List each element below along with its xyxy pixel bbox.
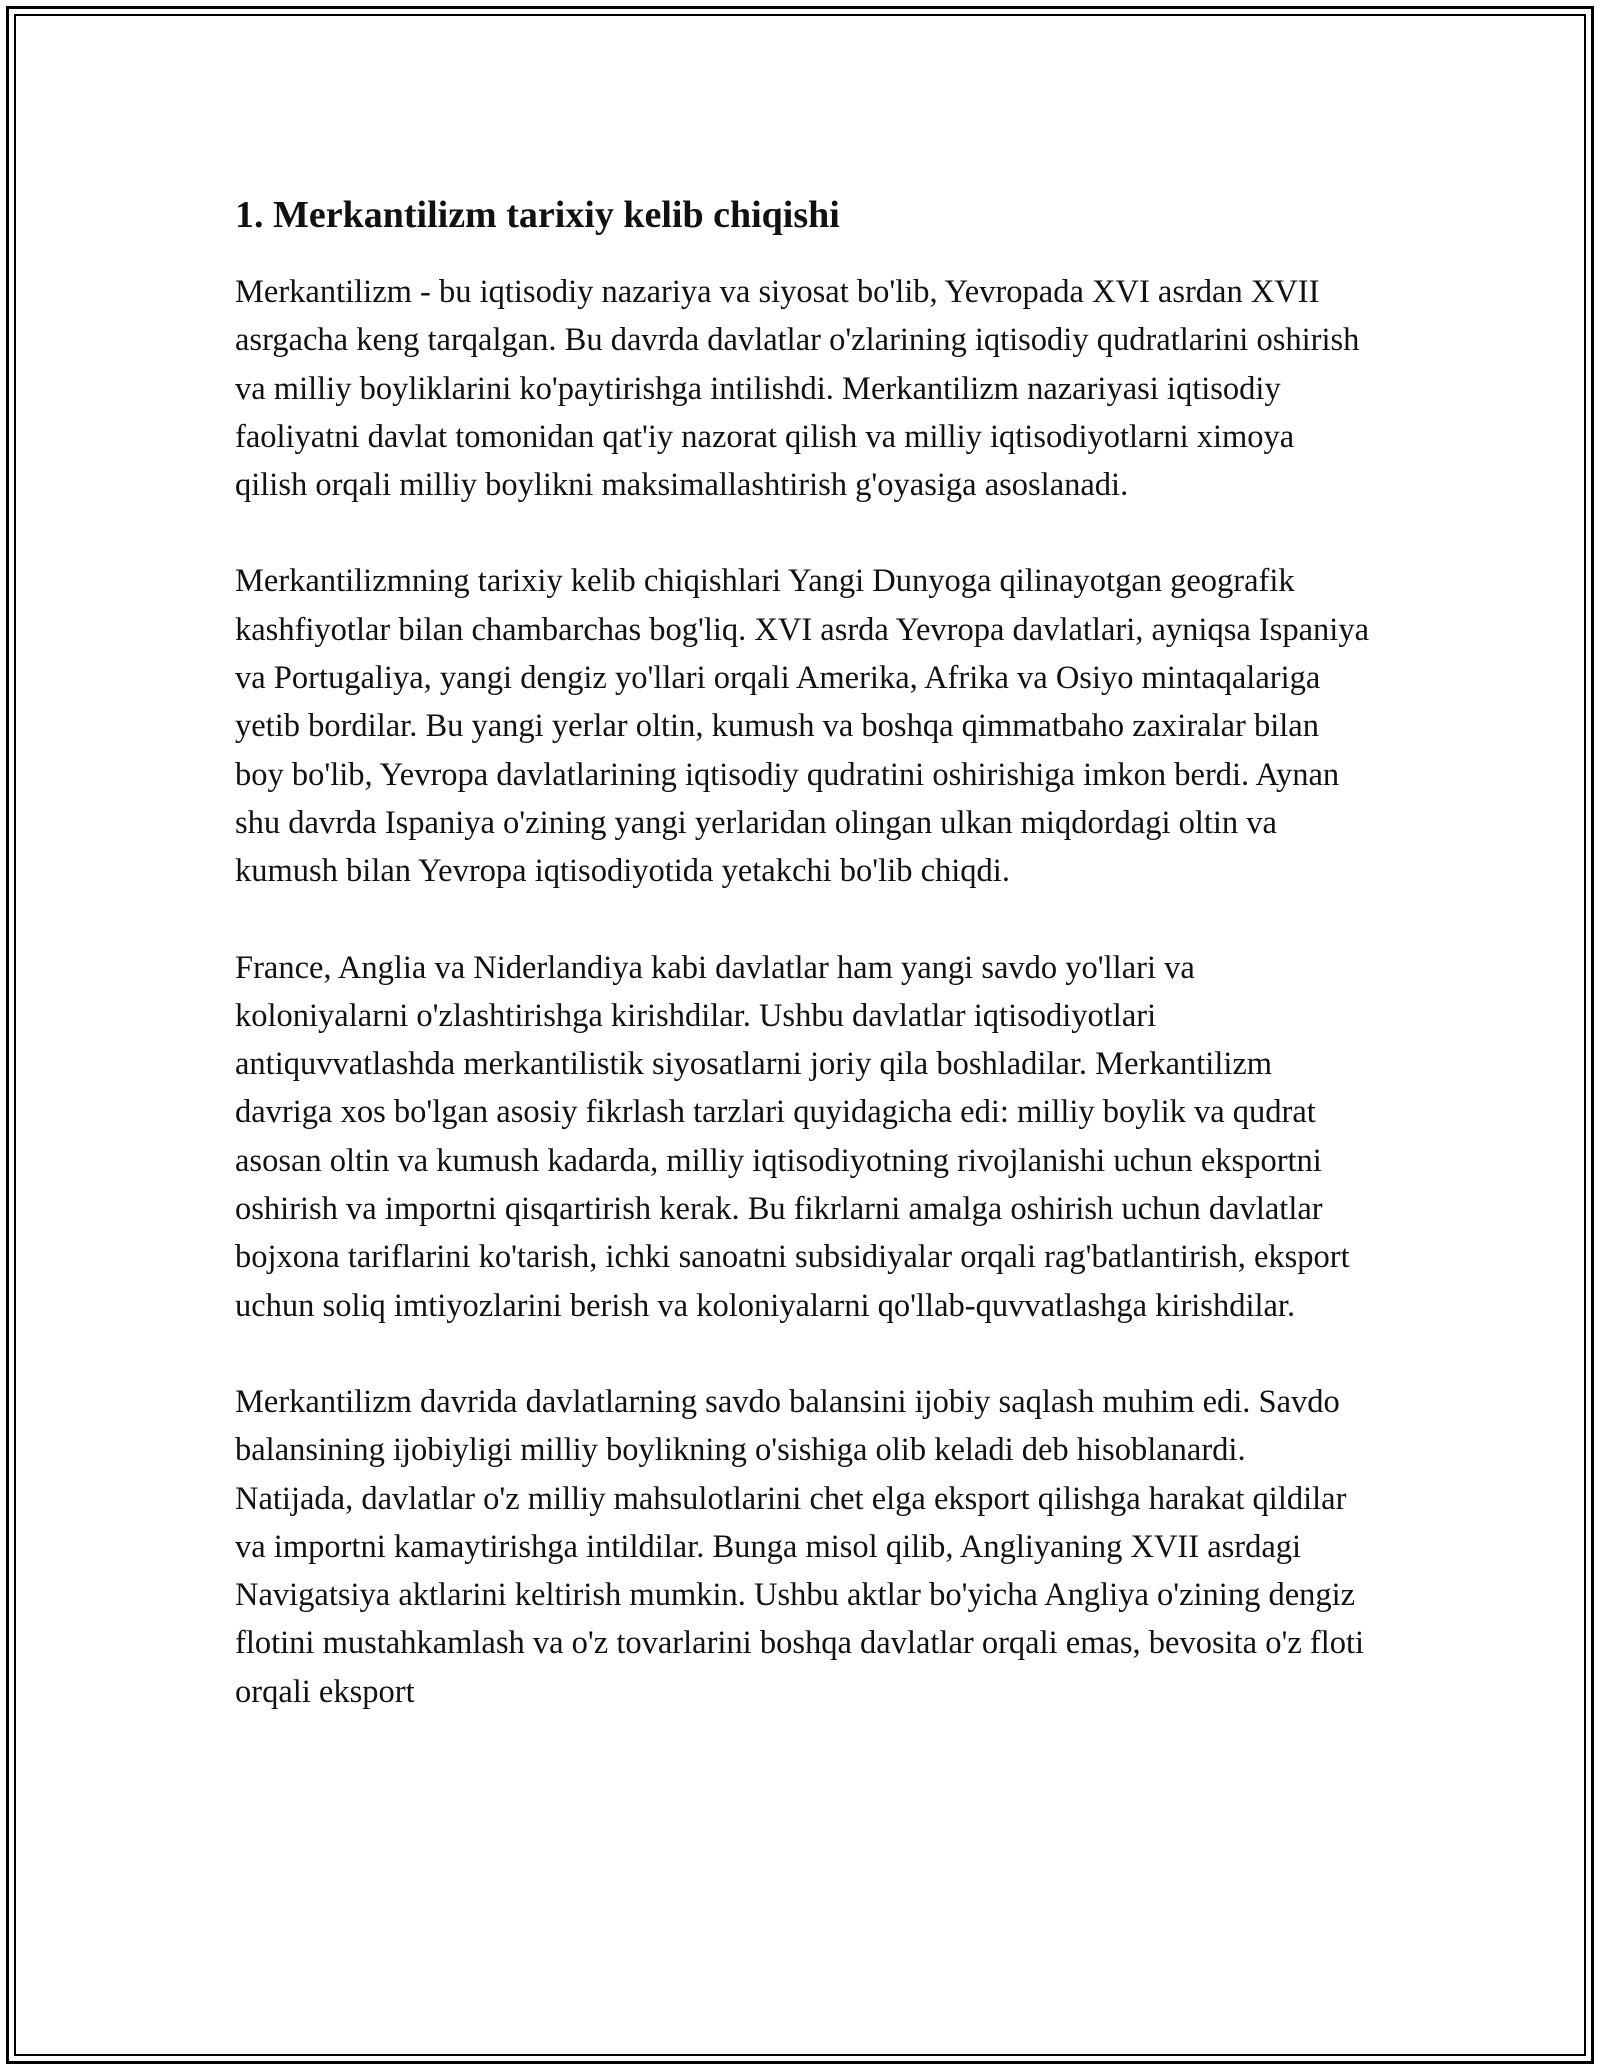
paragraph-3: France, Anglia va Niderlandiya kabi davlatlar ham yangi savdo yo'llari va koloniyalarni o'zlashtirishga kirishdilar. Ushbu davlatlar iqtisodiyotlari antiquvvatlashda merkantilistik siyosatlarni joriy qila boshladilar. Merkantilizm davriga xos bo'lgan asosiy fikrlash tarzlari quyidagicha edi: milliy boylik va qudrat asosan oltin va kumush kadarda, milliy iqtisodiyotning rivojlanishi uchun eksportni oshirish va importni qisqartirish kerak. Bu fikrlarni amalga oshirish uchun davlatlar bojxona tariflarini ko'tarish, ichki sanoatni subsidiyalar orqali rag'batlantirish, eksport uchun soliq imtiyozlarini berish va koloniyalarni qo'llab-quvvatlashga kirishdilar. [235, 949, 1350, 1324]
paragraph-1: Merkantilizm - bu iqtisodiy nazariya va siyosat bo'lib, Yevropada XVI asrdan XVII asrgacha keng tarqalgan. Bu davrda davlatlar o'zlarining iqtisodiy qudratlarini oshirish va milliy boyliklarini ko'paytirishga intilishdi. Merkantilizm nazariyasi iqtisodiy faoliyatni davlat tomonidan qat'iy nazorat qilish va milliy iqtisodiyotlarni ximoya qilish orqali milliy boylikni maksimallashtirish g'oyasiga asoslanadi. [235, 274, 1360, 504]
document-body [235, 188, 1370, 1716]
paragraph-4: Merkantilizm davrida davlatlarning savdo balansini ijobiy saqlash muhim edi. Savdo balansining ijobiyligi milliy boylikning o'sishiga olib keladi deb hisoblanardi. Natijada, davlatlar o'z milliy mahsulotlarini chet elga eksport qilishga harakat qildilar va importni kamaytirishga intildilar. Bunga misol qilib, Angliyaning XVII asrdagi Navigatsiya aktlarini keltirish mumkin. Ushbu aktlar bo'yicha Angliya o'zining dengiz flotini mustahkamlash va o'z tovarlarini boshqa davlatlar orqali emas, bevosita o'z floti orqali eksport [235, 1383, 1365, 1710]
paragraph-2: Merkantilizmning tarixiy kelib chiqishlari Yangi Dunyoga qilinayotgan geografik kashfiyotlar bilan chambarchas bog'liq. XVI asrda Yevropa davlatlari, ayniqsa Ispaniya va Portugaliya, yangi dengiz yo'llari orqali Amerika, Afrika va Osiyo mintaqalariga yetib bordilar. Bu yangi yerlar oltin, kumush va boshqa qimmatbaho zaxiralar bilan boy bo'lib, Yevropa davlatlarining iqtisodiy qudratini oshirishiga imkon berdi. Aynan shu davrda Ispaniya o'zining yangi yerlaridan olingan ulkan miqdordagi oltin va kumush bilan Yevropa iqtisodiyotida yetakchi bo'lib chiqdi. [235, 563, 1369, 890]
section-title: 1. Merkantilizm tarixiy kelib chiqishi [235, 194, 840, 236]
